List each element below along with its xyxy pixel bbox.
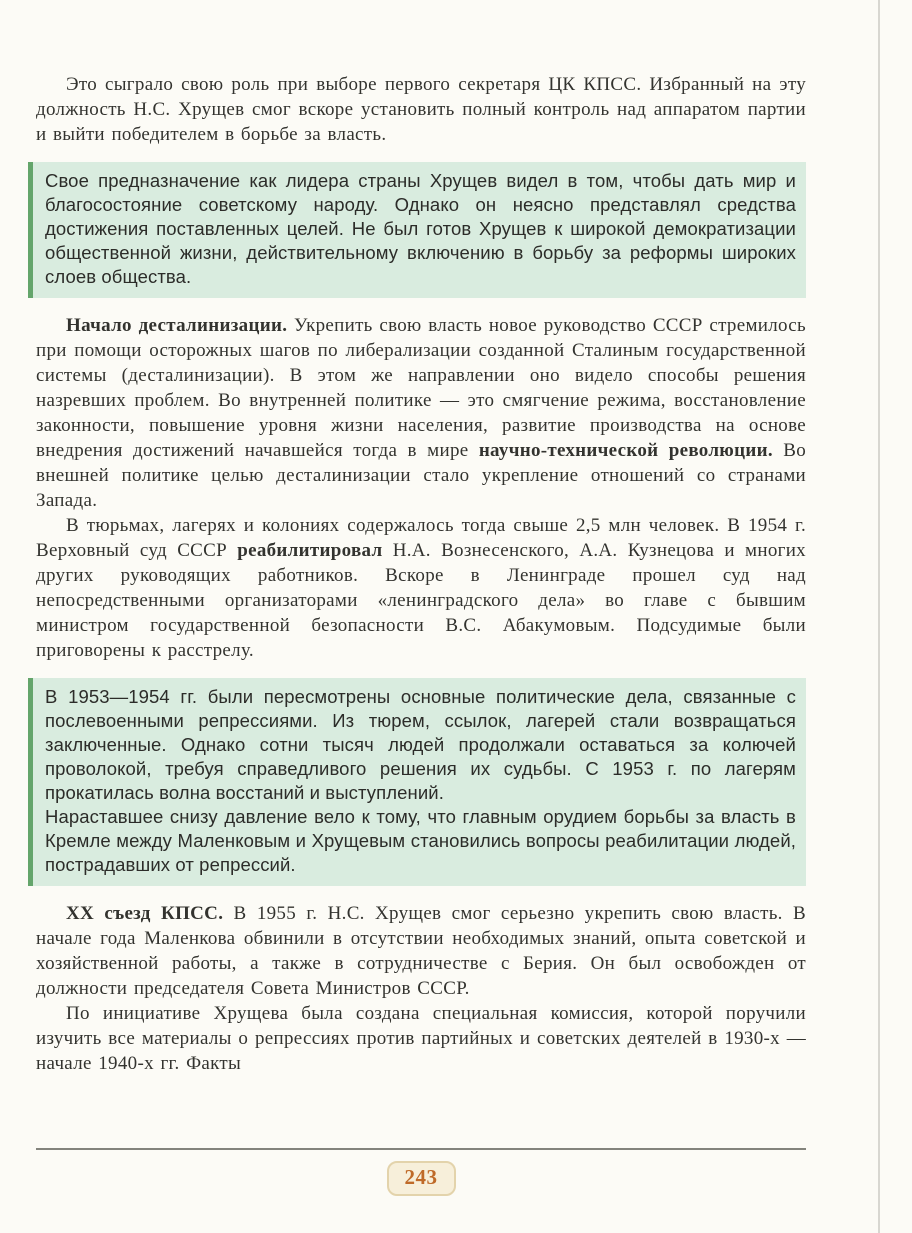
section-destalinization [36,313,806,513]
page-number-row [36,1161,806,1196]
section-twentieth-congress-text: В 1955 г. Н.С. Хрущев смог серьезно укрепить свою власть. В начале года Маленкова обвинили в отсутствии необходимых знаний, опыта советской и хозяйственной работы, а также в сотрудничестве с Берия. Он был освобожден от должности председателя Совета Министров СССР. [36,903,806,999]
highlight-box-repressions-paragraph-1: В 1953—1954 гг. были пересмотрены основные политические дела, связанные с послевоенными репрессиями. Из тюрем, ссылок, лагерей стали возвращаться заключенные. Однако сотни тысяч людей продолжали оставаться за колючей проволокой, требуя справедливого решения их судьбы. С 1953 г. по лагерям прокатилась волна восстаний и выступлений. [45,686,796,803]
highlight-box-khrushchev-goals-text: Свое предназначение как лидера страны Хрущев видел в том, чтобы дать мир и благосостояние советскому народу. Однако он неясно представлял средства достижения поставленных целей. Не был готов Хрущев к широкой демократизации общественной жизни, действительному включению в борьбу за реформы широких слоев общества. [45,170,796,287]
term-rehabilitated: реабилитировал [237,540,383,561]
highlight-box-khrushchev-goals [28,162,806,298]
footer-rule [36,1148,806,1150]
scan-edge-line [878,0,880,1233]
section-twentieth-congress-title: XX съезд КПСС. [66,903,224,924]
highlight-box-repressions [28,678,806,886]
paragraph-rehabilitation-text-2: Н.А. Вознесенского, А.А. Кузнецова и многих других руководящих работников. Вскоре в Ленинграде прошел суд над непосредственными организаторами «ленинградского дела» во главе с бывшим министром государственной безопасности В.С. Абакумовым. Подсудимые были приговорены к расстрелу. [36,540,806,661]
section-destalinization-title: Начало десталинизации. [66,315,288,336]
term-scientific-technical-revolution: научно-технической революции. [478,440,773,461]
page-footer [36,1148,806,1196]
paragraph-khrushchev-election: Это сыграло свою роль при выборе первого секретаря ЦК КПСС. Избранный на эту должность Н.С. Хрущев смог вскоре установить полный контроль над аппаратом партии и выйти победителем в борьбе за власть. [36,74,806,145]
page-content [36,72,806,1076]
paragraph-rehabilitation-text-1: В тюрьмах, лагерях и колониях содержалось тогда свыше 2,5 млн человек. В 1954 г. Верховный суд СССР [36,515,806,561]
section-destalinization-text-1: Укрепить свою власть новое руководство СССР стремилось при помощи осторожных шагов по либерализации созданной Сталиным государственной системы (десталинизации). В этом же направлении оно видело способы решения назревших проблем. Во внутренней политике — это смягчение режима, восстановление законности, повышение уровня жизни населения, развитие производства на основе внедрения достижений начавшейся тогда в мире [36,315,806,461]
section-destalinization-text-2: Во внешней политике целью десталинизации стало укрепление отношений со странами Запада. [36,440,807,511]
section-twentieth-congress [36,901,806,1001]
highlight-box-repressions-paragraph-2: Нараставшее снизу давление вело к тому, что главным орудием борьбы за власть в Кремле между Маленковым и Хрущевым становились вопросы реабилитации людей, пострадавших от репрессий. [45,806,796,875]
page-number-badge: 243 [387,1161,456,1196]
paragraph-rehabilitation [36,513,806,663]
paragraph-commission: По инициативе Хрущева была создана специальная комиссия, которой поручили изучить все материалы о репрессиях против партийных и советских деятелей в 1930-х — начале 1940-х гг. Факты [36,1003,806,1074]
